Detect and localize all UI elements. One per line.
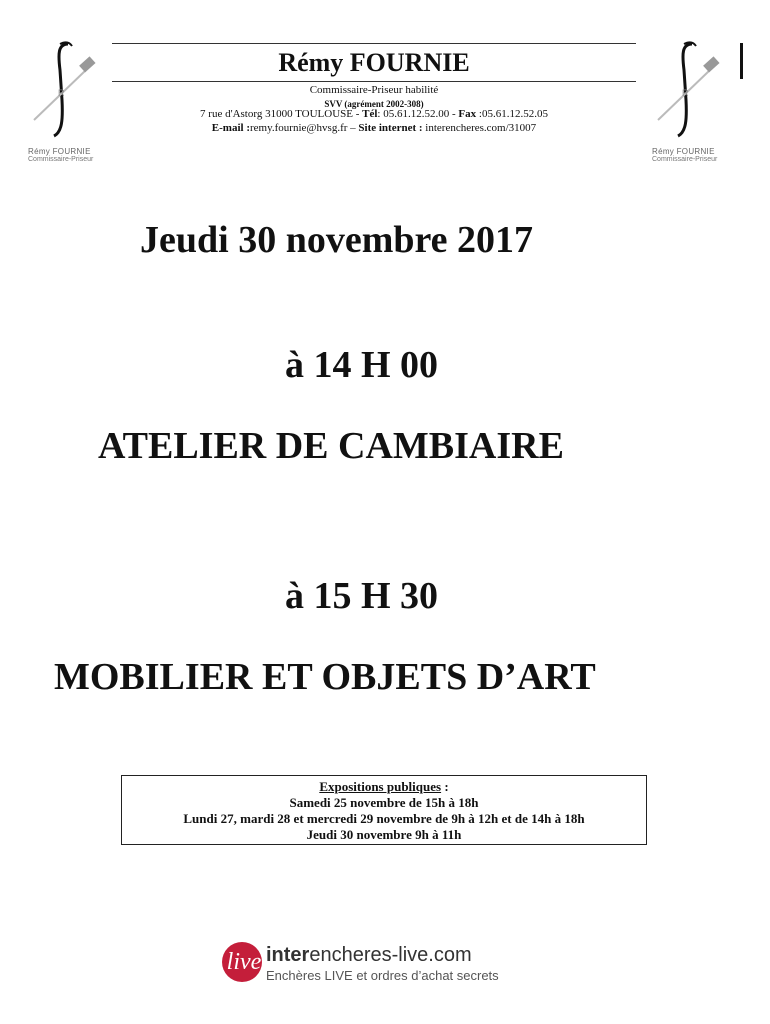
exhibitions-box	[121, 775, 647, 845]
svg-text:R: R	[682, 88, 689, 98]
web-line	[112, 122, 636, 135]
sale-time-2: à 15 H 30	[285, 575, 439, 617]
auctioneer-name: Rémy FOURNIE	[278, 48, 470, 77]
logo-role: Commissaire-Priseur	[652, 156, 718, 163]
gavel-monogram-icon	[652, 40, 742, 150]
exhibitions-title-suffix: :	[441, 779, 449, 794]
sale-title-2: MOBILIER ET OBJETS D’ART	[54, 656, 596, 698]
exhibitions-heading	[122, 779, 646, 795]
auctioneer-logo-right	[652, 40, 742, 170]
tel-label: Tél	[362, 108, 378, 120]
fax-label: Fax	[458, 108, 477, 120]
address: 7 rue d'Astorg 31000 TOULOUSE -	[200, 108, 363, 120]
gavel-monogram-icon	[28, 40, 118, 150]
live-badge-icon	[222, 942, 262, 982]
sale-time-1: à 14 H 00	[285, 344, 439, 386]
auctioneer-subtitle: Commissaire-Priseur habilité	[309, 84, 439, 96]
edge-bracket	[740, 43, 743, 79]
exhibition-line: Lundi 27, mardi 28 et mercredi 29 novembre de 9h à 12h et de 14h à 18h	[183, 811, 585, 826]
tel-number: : 05.61.12.52.00 -	[377, 108, 459, 120]
live-badge-text: live	[226, 949, 262, 975]
exhibition-line: Jeudi 30 novembre 9h à 11h	[306, 827, 462, 842]
live-brand	[266, 944, 472, 967]
fax-number: :05.61.12.52.05	[476, 108, 548, 120]
header-rule-bottom	[112, 81, 636, 82]
separator: –	[347, 122, 359, 134]
svv-approval: SVV (agrément 2002-308)	[324, 99, 424, 109]
logo-name: Rémy FOURNIE	[28, 147, 91, 156]
exhibition-line: Samedi 25 novembre de 15h à 18h	[289, 795, 479, 810]
email-label: E-mail :	[211, 122, 250, 134]
exhibitions-title: Expositions publiques	[319, 779, 442, 794]
auctioneer-logo-left	[28, 40, 118, 170]
svg-text:R: R	[58, 88, 65, 98]
sale-title-1: ATELIER DE CAMBIAIRE	[98, 425, 564, 467]
interencheres-live-logo[interactable]	[222, 942, 542, 986]
brand-rest: encheres-live.com	[309, 944, 472, 966]
site-label: Site internet :	[358, 122, 423, 134]
contact-line	[112, 108, 636, 121]
logo-name: Rémy FOURNIE	[652, 147, 715, 156]
sale-date: Jeudi 30 novembre 2017	[140, 219, 534, 261]
email-link[interactable]: remy.fournie@hvsg.fr	[250, 122, 348, 134]
brand-bold: inter	[266, 944, 310, 966]
logo-role: Commissaire-Priseur	[28, 156, 94, 163]
header-rule-top	[112, 43, 636, 44]
website-link[interactable]: interencheres.com/31007	[422, 122, 537, 134]
live-tagline: Enchères LIVE et ordres d’achat secrets	[266, 968, 499, 983]
